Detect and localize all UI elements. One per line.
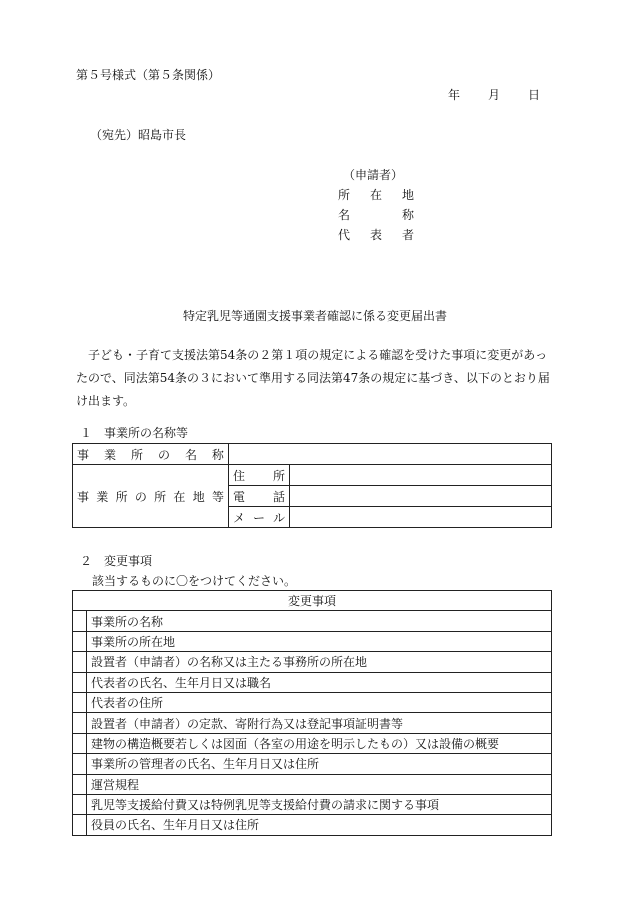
check-cell[interactable] (73, 733, 87, 753)
check-cell[interactable] (73, 672, 87, 692)
table-row (73, 733, 552, 753)
item-label: 事業所の所在地 (87, 631, 552, 651)
date-month: 月 (488, 88, 501, 102)
facility-location-label: 事 業 所 の 所 在 地 等 (73, 465, 229, 528)
table-header: 変更事項 (73, 591, 552, 611)
item-label: 建物の構造概要若しくは図面（各室の用途を明示したもの）又は設備の概要 (87, 733, 552, 753)
item-label: 代表者の氏名、生年月日又は職名 (87, 672, 552, 692)
table-row (73, 713, 552, 733)
check-cell[interactable] (73, 652, 87, 672)
check-cell[interactable] (73, 631, 87, 651)
check-cell[interactable] (73, 774, 87, 794)
item-label: 乳児等支援給付費又は特例乳児等支援給付費の請求に関する事項 (87, 794, 552, 814)
table-row (73, 652, 552, 672)
applicant-address-label: 所 在 地 (338, 188, 414, 202)
check-cell[interactable] (73, 713, 87, 733)
body-text: 子ども・子育て支援法第54条の２第１項の規定による確認を受けた事項に変更があったので、同法第54条の３において準用する同法第47条の規定に基づき、以下のとおり届け出ます。 (76, 348, 550, 408)
item-label: 代表者の住所 (87, 692, 552, 712)
table-row (73, 631, 552, 651)
table-row (73, 794, 552, 814)
facility-info-table (72, 443, 552, 528)
item-label: 役員の氏名、生年月日又は住所 (87, 815, 552, 835)
item-label: 設置者（申請者）の定款、寄附行為又は登記事項証明書等 (87, 713, 552, 733)
applicant-representative-label: 代 表 者 (338, 228, 414, 242)
table-row (73, 672, 552, 692)
item-label: 運営規程 (87, 774, 552, 794)
form-number: 第５号様式（第５条関係） (76, 68, 221, 82)
item-label: 事業所の管理者の氏名、生年月日又は住所 (87, 754, 552, 774)
check-cell[interactable] (73, 692, 87, 712)
address-field[interactable] (290, 465, 552, 486)
table-row (73, 611, 552, 631)
section1-label: １ 事業所の名称等 (80, 426, 189, 440)
item-label: 事業所の名称 (87, 611, 552, 631)
table-row (73, 774, 552, 794)
table-row (73, 815, 552, 835)
addressee: （宛先）昭島市長 (90, 128, 187, 142)
table-row (73, 692, 552, 712)
date-day: 日 (528, 88, 541, 102)
document-title: 特定乳児等通園支援事業者確認に係る変更届出書 (182, 309, 447, 323)
date-year: 年 (448, 88, 461, 102)
phone-field[interactable] (290, 486, 552, 507)
address-label: 住 所 (229, 465, 290, 486)
check-cell[interactable] (73, 611, 87, 631)
facility-name-field[interactable] (229, 444, 552, 465)
check-cell[interactable] (73, 815, 87, 835)
phone-label: 電 話 (229, 486, 290, 507)
applicant-heading: （申請者） (343, 168, 404, 182)
applicant-name-label: 名 称 (338, 208, 414, 222)
check-cell[interactable] (73, 754, 87, 774)
instruction-text: 該当するものに〇をつけてください。 (92, 574, 297, 588)
item-label: 設置者（申請者）の名称又は主たる事務所の所在地 (87, 652, 552, 672)
change-items-table (72, 590, 552, 836)
table-row (73, 754, 552, 774)
section2-label: ２ 変更事項 (80, 554, 153, 568)
facility-name-label: 事 業 所 の 名 称 (73, 444, 229, 465)
email-label: メ ー ル (229, 507, 290, 528)
email-field[interactable] (290, 507, 552, 528)
check-cell[interactable] (73, 794, 87, 814)
